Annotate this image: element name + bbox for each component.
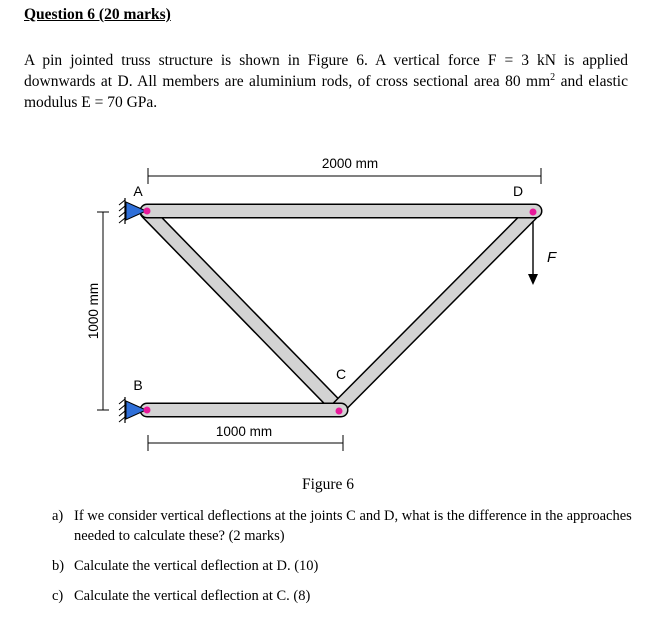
node-d-label: D — [512, 183, 524, 199]
pin-d — [530, 209, 537, 216]
part-label: c) — [52, 588, 64, 604]
part-text: Calculate the vertical deflection at C. (8) — [74, 588, 311, 604]
problem-text-end: and elastic modulus E = 70 GPa. — [24, 73, 628, 111]
pin-c — [336, 408, 343, 415]
part-text: If we consider vertical deflections at the joints C and D, what is the difference in the approaches needed to calculate these? (2 marks) — [74, 508, 632, 544]
part-label: b) — [52, 558, 65, 574]
truss-figure — [0, 140, 656, 470]
area-unit-exponent: 2 — [550, 71, 556, 83]
node-c-label: C — [335, 366, 347, 382]
question-heading: Question 6 (20 marks) — [24, 6, 171, 23]
pin-support-a — [119, 198, 146, 224]
member-ac — [147, 212, 338, 408]
figure-caption: Figure 6 — [301, 476, 355, 493]
pin-b — [144, 407, 151, 414]
question-part-a — [52, 506, 632, 546]
top-dimension-label: 2000 mm — [321, 156, 379, 171]
node-b-label: B — [133, 377, 143, 393]
bottom-dimension-label: 1000 mm — [215, 424, 273, 439]
part-label: a) — [52, 508, 64, 524]
part-text: Calculate the vertical deflection at D. (10) — [74, 558, 319, 574]
question-part-c — [52, 586, 632, 606]
force-arrow — [528, 221, 538, 285]
side-dimension-label: 1000 mm — [86, 282, 101, 340]
pin-support-b — [119, 397, 146, 423]
question-parts — [52, 506, 632, 616]
member-cd — [335, 212, 533, 408]
pin-a — [144, 208, 151, 215]
question-part-b — [52, 556, 632, 576]
problem-text-main: A pin jointed truss structure is shown in Figure 6. A vertical force F = 3 kN is applied downwards at D. All members are aluminium rods, of cross sectional area 80 mm — [24, 52, 628, 90]
node-a-label: A — [133, 183, 143, 199]
force-label: F — [547, 249, 557, 266]
problem-statement — [24, 50, 628, 113]
